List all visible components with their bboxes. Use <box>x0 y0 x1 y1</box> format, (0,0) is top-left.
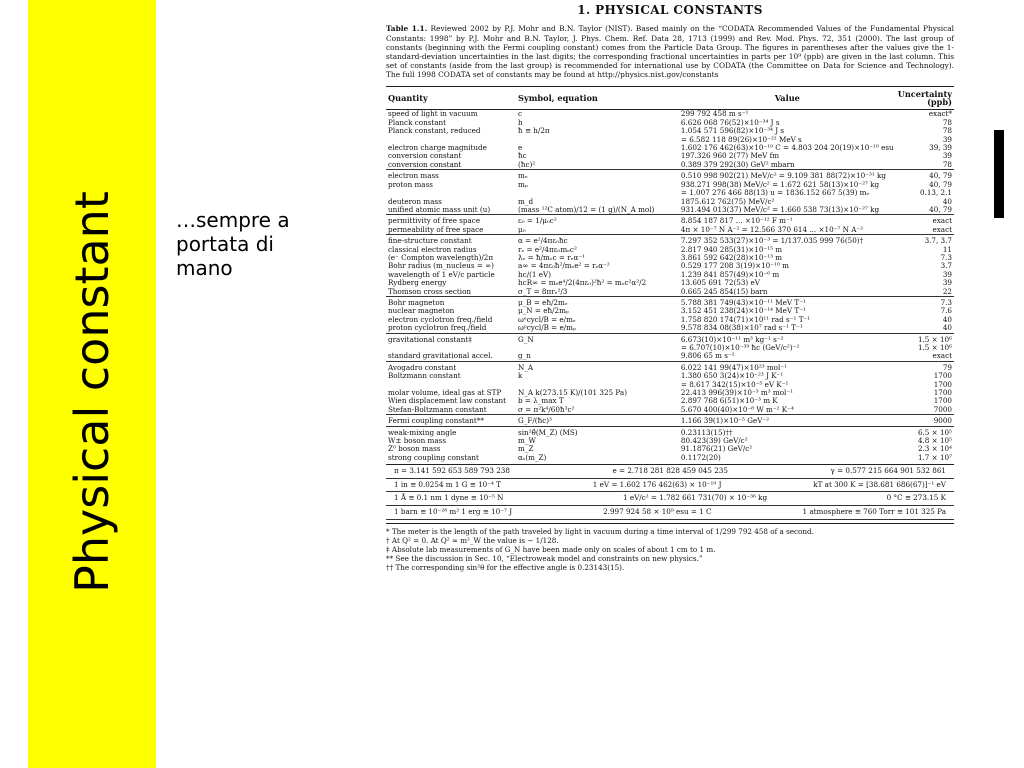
cell-value: 91.1876(21) GeV/c² <box>680 444 753 454</box>
units-block <box>386 464 954 519</box>
cell-uncertainty: 40, 79 <box>929 179 952 189</box>
side-note <box>176 208 326 280</box>
cell-uncertainty: 39, 39 <box>929 143 952 153</box>
cell-symbol: σ_T = 8πrₑ²/3 <box>518 286 568 296</box>
cell-quantity: unified atomic mass unit (u) <box>388 204 491 214</box>
cell-quantity: Bohr radius (m_nucleus = ∞) <box>388 261 494 271</box>
table-row <box>386 226 954 235</box>
cell-symbol: σ = π²k⁴/60ħ³c² <box>518 404 575 414</box>
cell-symbol: mₚ <box>518 179 528 189</box>
cell-quantity: Planck constant, reduced <box>388 126 481 136</box>
table-row <box>386 152 954 160</box>
cell-quantity: standard gravitational accel. <box>388 351 493 361</box>
table-row <box>386 161 954 170</box>
cell-quantity: fine-structure constant <box>386 235 516 246</box>
cell-value: 1.054 571 596(82)×10⁻³⁴ J s <box>680 126 785 136</box>
cell-quantity: Fermi coupling constant** <box>386 415 516 426</box>
cell-quantity: Planck constant <box>388 117 447 127</box>
cell-uncertainty: 7000 <box>933 404 952 414</box>
units-cell: 1 eV = 1.602 176 462(63) × 10⁻¹⁹ J <box>592 479 722 489</box>
cell-uncertainty: 39 <box>942 269 952 279</box>
units-cell: 2.997 924 58 × 10⁹ esu = 1 C <box>603 507 712 517</box>
table-row <box>386 127 954 135</box>
table-header-row <box>386 86 954 110</box>
cell-symbol: ħc <box>518 151 527 161</box>
cell-uncertainty: 39 <box>942 278 952 288</box>
units-cell: 1 barn ≡ 10⁻²⁸ m² 1 erg ≡ 10⁻⁷ J <box>394 507 513 517</box>
cell-symbol: G_N <box>516 333 679 344</box>
table-row <box>386 189 954 197</box>
cell-symbol <box>516 344 679 352</box>
table-row <box>386 324 954 333</box>
cell-symbol: N_A k(273.15 K)/(101 325 Pa) <box>518 388 628 398</box>
cell-symbol: hc/(1 eV) <box>518 269 552 279</box>
table-row <box>386 361 954 372</box>
cell-quantity: W± boson mass <box>388 436 447 446</box>
cell-value: 299 792 458 m s⁻¹ <box>680 109 749 119</box>
cell-uncertainty: 40, 79 <box>896 170 954 181</box>
cell-uncertainty: 22 <box>942 286 952 296</box>
cell-quantity: speed of light in vacuum <box>388 109 478 119</box>
cell-value: 0.389 379 292(30) GeV² mbarn <box>680 159 795 169</box>
units-cell: e = 2.718 281 828 459 045 235 <box>612 466 728 476</box>
cell-quantity: proton cyclotron freq./field <box>388 323 487 333</box>
cell-quantity: (e⁻ Compton wavelength)/2π <box>388 252 494 262</box>
cell-value: 1.380 650 3(24)×10⁻²³ J K⁻¹ <box>680 371 784 381</box>
units-cell: 0 °C ≡ 273.15 K <box>886 493 946 503</box>
cell-uncertainty: 1.7 × 10⁷ <box>917 452 952 462</box>
cell-quantity: weak-mixing angle <box>386 426 516 437</box>
cell-symbol: ƛₑ = ħ/mₑc = rₑα⁻¹ <box>518 252 585 262</box>
cell-uncertainty: 40 <box>942 314 952 324</box>
cell-value: 4π × 10⁻⁷ N A⁻² = 12.566 370 614 ... ×10⁻⁷ N A⁻² <box>680 224 864 234</box>
cell-value: 5.788 381 749(43)×10⁻¹¹ MeV T⁻¹ <box>679 296 896 307</box>
units-row <box>386 492 954 506</box>
cell-symbol: m_Z <box>518 444 534 454</box>
cell-uncertainty: 1.5 × 10⁶ <box>917 343 952 352</box>
cell-value: = 6.582 118 89(26)×10⁻²² MeV s <box>680 134 802 144</box>
cell-symbol: α = e²/4πε₀ħc <box>516 235 679 246</box>
cell-symbol: αₛ(m_Z) <box>518 452 547 462</box>
table-row <box>386 110 954 119</box>
cell-symbol: N_A <box>516 361 679 372</box>
table-row <box>386 288 954 297</box>
cell-symbol: G_F/(ħc)³ <box>516 415 679 426</box>
cell-value: 0.510 998 902(21) MeV/c² = 9.109 381 88(72)×10⁻³¹ kg <box>679 170 896 181</box>
cell-value: 22.413 996(39)×10⁻³ m³ mol⁻¹ <box>680 388 794 398</box>
cell-uncertainty: 3.7 <box>940 261 952 271</box>
cell-quantity: classical electron radius <box>388 244 477 254</box>
cell-value: 6.022 141 99(47)×10²³ mol⁻¹ <box>679 361 896 372</box>
cell-value: 9.806 65 m s⁻² <box>680 351 735 361</box>
units-cell: γ = 0.577 215 664 901 532 861 <box>830 466 946 476</box>
cell-uncertainty: exact <box>896 215 954 226</box>
table-row <box>386 372 954 380</box>
cell-symbol <box>516 136 679 144</box>
table-row <box>386 144 954 152</box>
cell-uncertainty: 40, 79 <box>929 204 952 214</box>
cell-symbol: ωᵖcycl/B = e/mₚ <box>518 323 576 333</box>
cell-symbol: ħ ≡ h/2π <box>518 126 550 136</box>
cell-quantity: conversion constant <box>388 151 462 161</box>
cell-symbol: μ₀ <box>518 224 526 234</box>
cell-value: 1.239 841 857(49)×10⁻⁶ m <box>680 269 780 279</box>
cell-uncertainty: 1700 <box>933 379 952 389</box>
caption-label: Table 1.1. <box>386 24 428 34</box>
cell-value: 13.605 691 72(53) eV <box>680 278 760 288</box>
table-row <box>386 437 954 445</box>
cell-symbol: hcR∞ = mₑe⁴/2(4πε₀)²ħ² = mₑc²α²/2 <box>518 278 647 288</box>
cell-value: = 6.707(10)×10⁻³⁹ ħc (GeV/c²)⁻² <box>680 343 800 352</box>
cell-uncertainty: exact <box>932 224 952 234</box>
table-row <box>386 406 954 415</box>
units-row <box>386 506 954 520</box>
footnote: ‡ Absolute lab measurements of G_N have been made only on scales of about 1 cm to 1 m. <box>386 544 716 554</box>
table-row <box>386 333 954 344</box>
cell-value: 2.817 940 285(31)×10⁻¹⁵ m <box>680 244 783 254</box>
cell-uncertainty: 7.3 <box>896 296 954 307</box>
cell-uncertainty: 78 <box>942 117 952 127</box>
table-row <box>386 426 954 437</box>
cell-symbol: h <box>518 117 523 127</box>
cell-value: 1.166 39(1)×10⁻⁵ GeV⁻² <box>679 415 896 426</box>
cell-uncertainty: 1700 <box>933 371 952 381</box>
column-header-uncertainty: Uncertainty (ppb) <box>896 86 954 110</box>
cell-value: 6.626 068 76(52)×10⁻³⁴ J s <box>680 117 780 127</box>
cell-uncertainty: 6.5 × 10⁵ <box>896 426 954 437</box>
table-row <box>386 279 954 287</box>
table-caption <box>386 24 954 79</box>
cell-quantity: Wien displacement law constant <box>388 396 507 406</box>
cell-quantity: Boltzmann constant <box>388 371 461 381</box>
cell-quantity: electron mass <box>386 170 516 181</box>
table-row <box>386 206 954 215</box>
cell-symbol: μ_N = eħ/2mₚ <box>518 306 569 316</box>
cell-symbol: μ_B = eħ/2mₑ <box>516 296 679 307</box>
cell-value: 931.494 013(37) MeV/c² = 1.660 538 73(13)×10⁻²⁷ kg <box>680 204 880 214</box>
cell-uncertainty: 1700 <box>933 396 952 406</box>
units-cell: kT at 300 K = [38.681 686(67)]⁻¹ eV <box>813 479 946 489</box>
cell-uncertainty: 78 <box>942 126 952 136</box>
footnote: † At Q² = 0. At Q² ≈ m²_W the value is ∼ 1/128. <box>386 535 559 545</box>
cell-symbol: b = λ_max T <box>518 396 564 406</box>
cell-quantity: Stefan-Boltzmann constant <box>388 404 487 414</box>
cell-value: 3.152 451 238(24)×10⁻¹⁴ MeV T⁻¹ <box>680 306 806 316</box>
cell-value: 938.271 998(38) MeV/c² = 1.672 621 58(13)×10⁻²⁷ kg <box>680 179 880 189</box>
cell-value: 0.1172(20) <box>680 452 721 462</box>
table-row <box>386 454 954 462</box>
cell-symbol: (mass ¹²C atom)/12 = (1 g)/(N_A mol) <box>518 204 655 214</box>
units-cell: 1 Å ≡ 0.1 nm 1 dyne ≡ 10⁻⁵ N <box>394 493 504 503</box>
cell-symbol: sin²θ̂(M_Z) (MS) <box>516 426 679 437</box>
table-row <box>386 415 954 426</box>
cell-uncertainty: 39 <box>942 151 952 161</box>
cell-symbol: e <box>518 143 523 153</box>
cell-quantity: nuclear magneton <box>388 306 455 316</box>
cell-uncertainty: 40 <box>942 323 952 333</box>
table-row <box>386 271 954 279</box>
footnote: * The meter is the length of the path traveled by light in vacuum during a time interval of 1/299 792 458 of a second. <box>386 526 814 536</box>
cell-uncertainty: 11 <box>942 244 952 254</box>
note-line: …sempre a <box>176 208 290 232</box>
cell-value: 2.897 768 6(51)×10⁻³ m K <box>680 396 778 406</box>
cell-uncertainty: 39 <box>942 134 952 144</box>
cell-symbol: mₑ <box>516 170 679 181</box>
footnote: †† The corresponding sin²θ for the effective angle is 0.23143(15). <box>386 562 625 572</box>
cell-quantity: Thomson cross section <box>388 286 472 296</box>
cell-quantity: wavelength of 1 eV/c particle <box>388 269 495 279</box>
table-row <box>386 235 954 246</box>
cell-value: 1.758 820 174(71)×10¹¹ rad s⁻¹ T⁻¹ <box>680 314 811 324</box>
cell-quantity: strong coupling constant <box>388 452 479 462</box>
cell-uncertainty: exact <box>932 351 952 361</box>
footnote: ** See the discussion in Sec. 10, “Electroweak model and constraints on new physics.” <box>386 553 703 563</box>
cell-symbol: m_d <box>518 196 534 206</box>
cell-value: = 1.007 276 466 88(13) u = 1836.152 667 5(39) mₑ <box>680 188 870 198</box>
cell-value: 0.23113(15)†† <box>679 426 896 437</box>
table-row <box>386 352 954 361</box>
cell-uncertainty: 9000 <box>896 415 954 426</box>
cell-quantity: Z⁰ boson mass <box>388 444 441 454</box>
black-bar <box>994 130 1004 218</box>
cell-symbol <box>516 189 679 197</box>
slide-title: Physical constant <box>65 191 119 593</box>
caption-text: Reviewed 2002 by P.J. Mohr and B.N. Taylor (NIST). Based mainly on the “CODATA Recommended Values of the Fundamental Physical Constants: 1998” by P.J. Mohr and B.N. Taylor, J. Phys. Chem. Ref. Data 28, 1713 (1999) and Rev. Mod. Phys. 72, 351 (2000). The last group of constants (beginning with the Fermi coupling constant) comes from the Particle Data Group. The figures in parentheses after the values give the 1-standard-deviation uncertainties in the last digits; the corresponding fractional uncertainties in parts per 10⁹ (ppb) are given in the last column. This set of constants (aside from the last group) is recommended for international use by CODATA (the Committee on Data for Science and Technology). The full 1998 CODATA set of constants may be found at http://physics.nist.gov/constants <box>386 24 955 80</box>
cell-uncertainty: 0.13, 2.1 <box>919 188 952 198</box>
cell-quantity: permittivity of free space <box>386 215 516 226</box>
units-cell: 1 atmosphere ≡ 760 Torr ≡ 101 325 Pa <box>802 507 946 517</box>
units-cell: π = 3.141 592 653 589 793 238 <box>394 466 510 476</box>
cell-quantity: molar volume, ideal gas at STP <box>388 388 502 398</box>
units-cell: 1 in ≡ 0.0254 m 1 G ≡ 10⁻⁴ T <box>394 479 502 489</box>
cell-quantity: Avogadro constant <box>386 361 516 372</box>
constants-document <box>386 3 955 572</box>
cell-uncertainty: 40 <box>942 196 952 206</box>
units-row <box>386 479 954 493</box>
cell-quantity: electron cyclotron freq./field <box>388 314 493 324</box>
table-row <box>386 296 954 307</box>
cell-value: 7.297 352 533(27)×10⁻³ = 1/137.035 999 76(50)† <box>679 235 896 246</box>
cell-symbol: k <box>518 371 523 381</box>
cell-symbol: m_W <box>518 436 536 446</box>
cell-uncertainty: 79 <box>896 361 954 372</box>
cell-quantity: gravitational constant‡ <box>386 333 516 344</box>
cell-value: 6.673(10)×10⁻¹¹ m³ kg⁻¹ s⁻² <box>679 333 896 344</box>
cell-symbol: (ħc)² <box>518 159 536 169</box>
cell-value: 80.423(39) GeV/c² <box>680 436 748 446</box>
cell-value: 8.854 187 817 ... ×10⁻¹² F m⁻¹ <box>679 215 896 226</box>
footnotes <box>386 523 954 572</box>
cell-value: 197.326 960 2(77) MeV fm <box>680 151 780 161</box>
cell-quantity: deuteron mass <box>388 196 442 206</box>
cell-value: 5.670 400(40)×10⁻⁸ W m⁻² K⁻⁴ <box>680 404 794 414</box>
cell-uncertainty: 4.8 × 10⁵ <box>917 436 952 446</box>
cell-value: = 8.617 342(15)×10⁻⁵ eV K⁻¹ <box>680 379 789 389</box>
document-heading: 1. PHYSICAL CONSTANTS <box>577 3 763 17</box>
cell-symbol: ωᵉcycl/B = e/mₑ <box>518 314 576 324</box>
constants-table <box>386 86 954 463</box>
column-header-value: Value <box>679 86 896 110</box>
cell-uncertainty: 7.6 <box>940 306 952 316</box>
cell-uncertainty: 78 <box>942 159 952 169</box>
units-row <box>386 465 954 479</box>
cell-quantity: conversion constant <box>388 159 462 169</box>
cell-symbol: c <box>518 109 523 119</box>
cell-uncertainty: 2.3 × 10⁴ <box>917 444 952 454</box>
cell-value: 9.578 834 08(38)×10⁷ rad s⁻¹ T⁻¹ <box>680 323 803 333</box>
cell-uncertainty: 3.7, 3.7 <box>896 235 954 246</box>
cell-value: 0.529 177 208 3(19)×10⁻¹⁰ m <box>680 261 789 271</box>
cell-uncertainty: 1700 <box>933 388 952 398</box>
cell-quantity: electron charge magnitude <box>388 143 487 153</box>
column-header-quantity: Quantity <box>386 86 516 110</box>
cell-value: 1.602 176 462(63)×10⁻¹⁹ C = 4.803 204 20(19)×10⁻¹⁰ esu <box>680 143 894 153</box>
cell-uncertainty: exact* <box>928 109 952 119</box>
cell-value: 0.665 245 854(15) barn <box>680 286 768 296</box>
cell-quantity: permeability of free space <box>388 224 484 234</box>
cell-symbol: rₑ = e²/4πε₀mₑc² <box>518 244 577 254</box>
cell-symbol: a∞ = 4πε₀ħ²/mₑe² = rₑα⁻² <box>518 261 610 271</box>
cell-uncertainty: 7.3 <box>940 252 952 262</box>
cell-quantity: proton mass <box>388 179 433 189</box>
units-cell: 1 eV/c² = 1.782 661 731(70) × 10⁻³⁶ kg <box>623 493 768 503</box>
cell-value: 3.861 592 642(28)×10⁻¹³ m <box>680 252 783 262</box>
cell-quantity: Bohr magneton <box>386 296 516 307</box>
column-header-symbol: Symbol, equation <box>516 86 679 110</box>
cell-symbol: g_n <box>518 351 531 361</box>
cell-symbol: ε₀ = 1/μ₀c² <box>516 215 679 226</box>
note-line: mano <box>176 256 233 280</box>
cell-uncertainty: 1.5 × 10⁶ <box>896 333 954 344</box>
note-line: portata di <box>176 232 274 256</box>
cell-quantity: Rydberg energy <box>388 278 447 288</box>
table-body <box>386 110 954 462</box>
cell-value: 1875.612 762(75) MeV/c² <box>680 196 775 206</box>
